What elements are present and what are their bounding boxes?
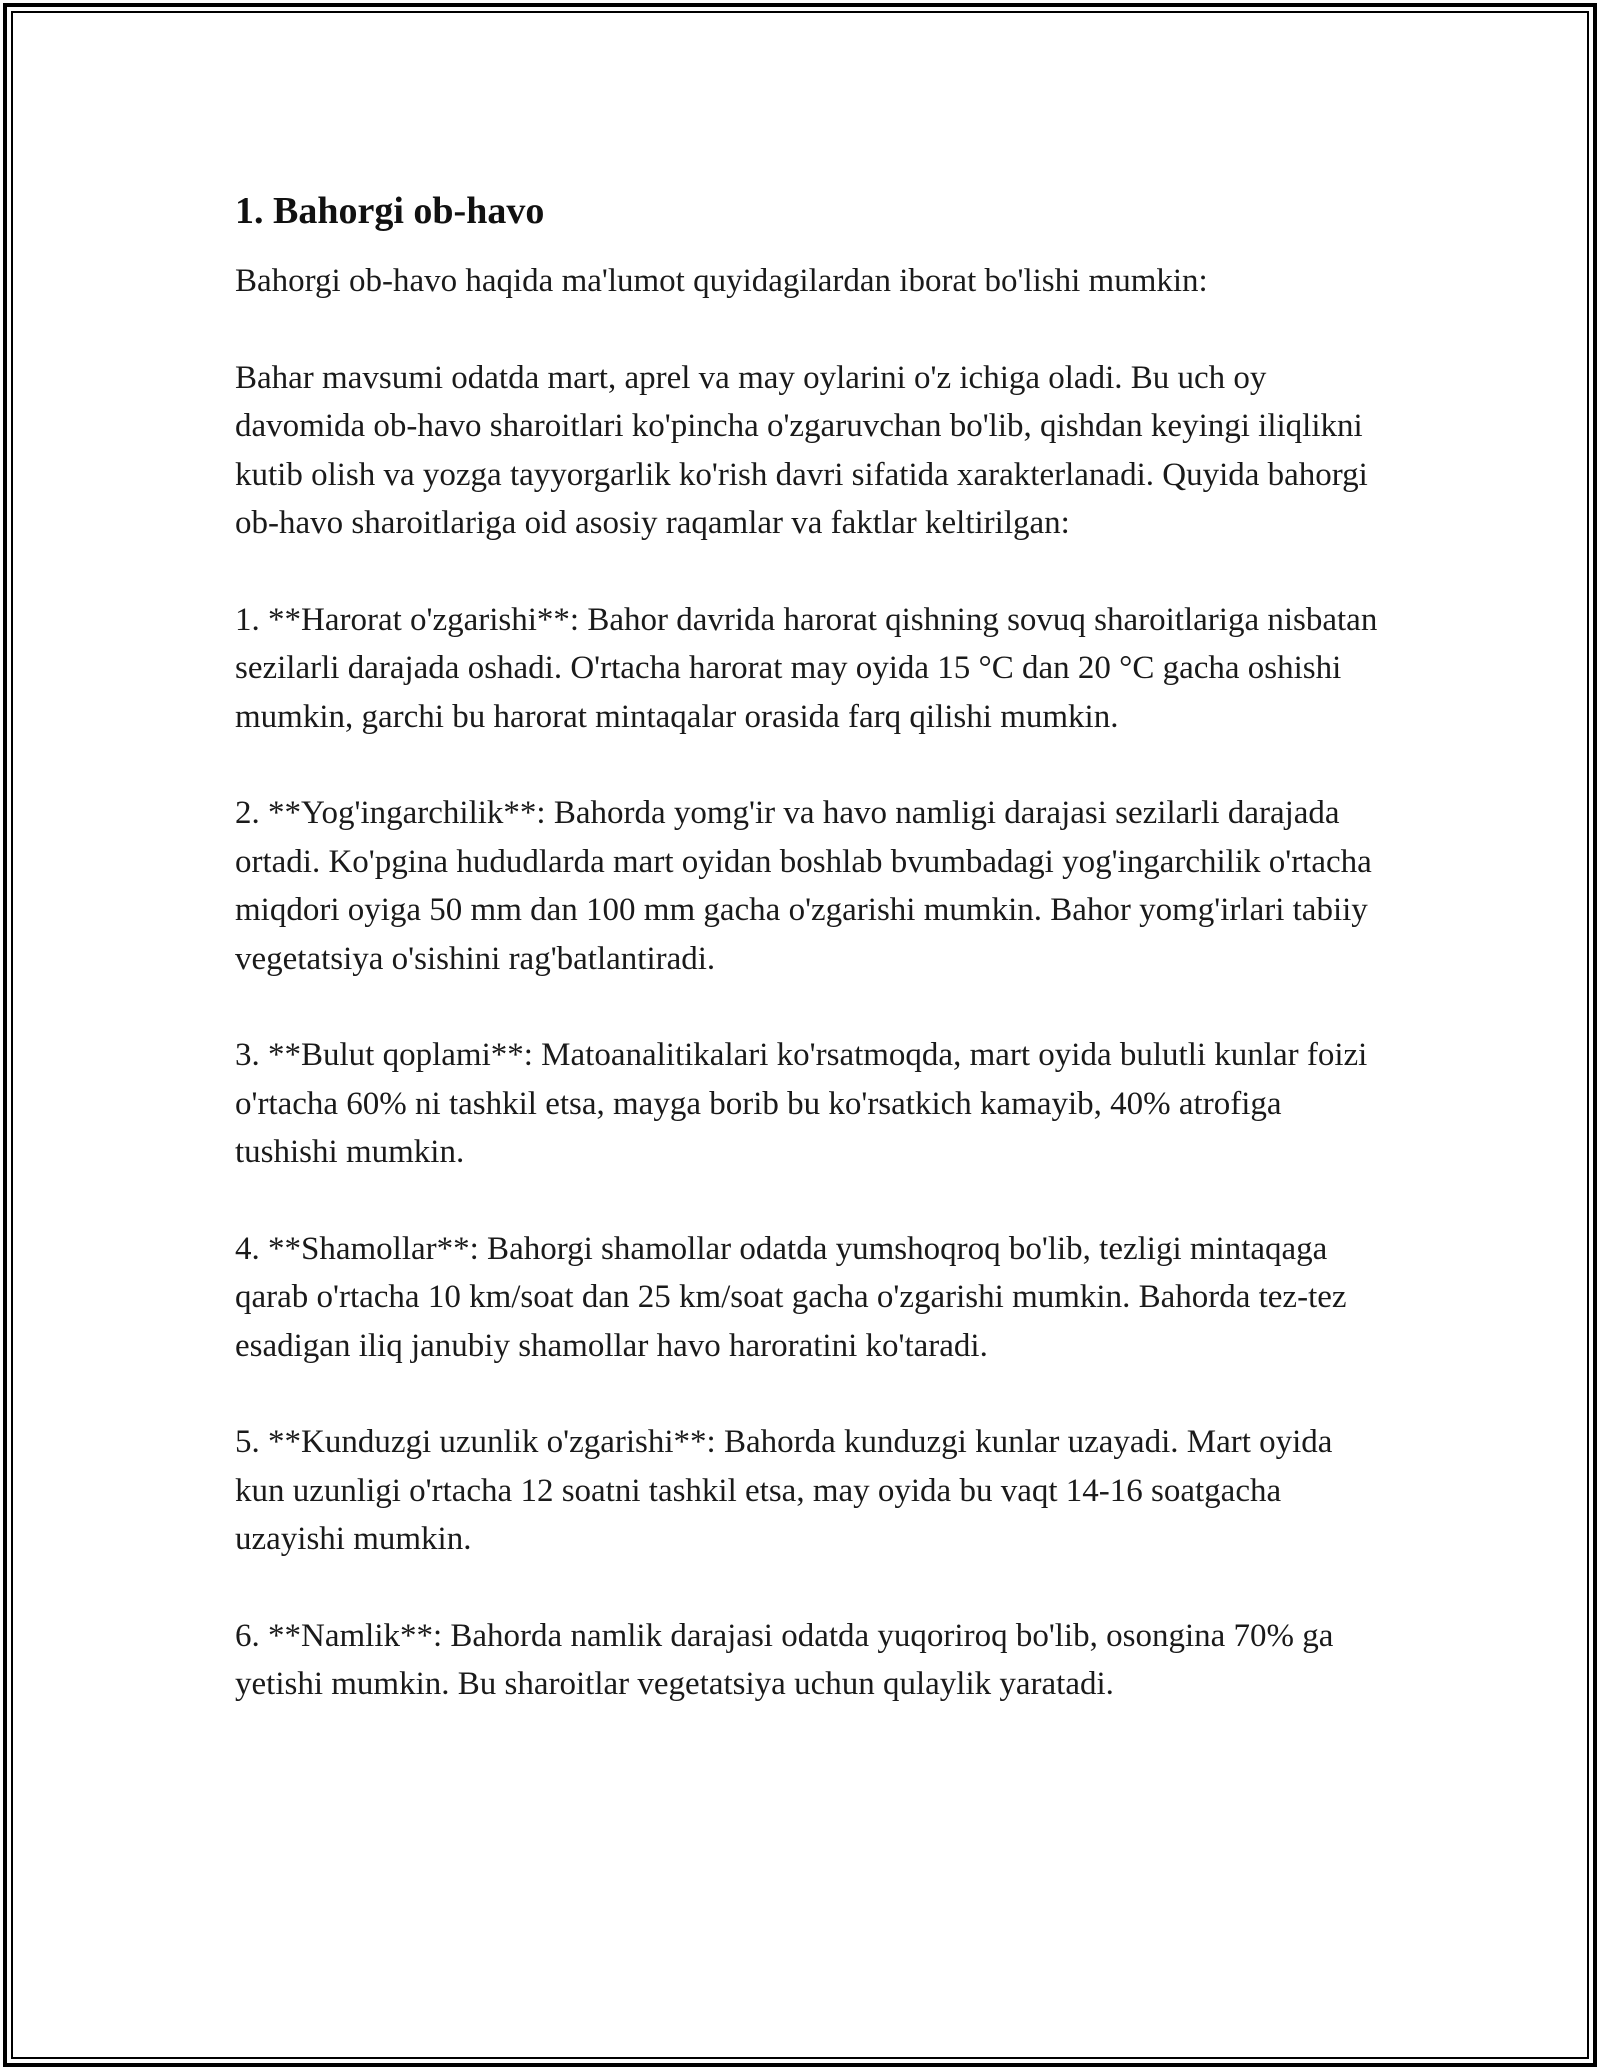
list-item-daylight: 5. **Kunduzgi uzunlik o'zgarishi**: Bahorda kunduzgi kunlar uzayadi. Mart oyida kun uzunligi o'rtacha 12 soatni tashkil etsa, may oyida bu vaqt 14-16 soatgacha uzayishi mumkin. (235, 1424, 1333, 1557)
section-heading: 1. Bahorgi ob-havo (235, 190, 545, 232)
list-item-precipitation: 2. **Yog'ingarchilik**: Bahorda yomg'ir va havo namligi darajasi sezilarli darajada ortadi. Ko'pgina hududlarda mart oyidan boshlab bvumbadagi yog'ingarchilik o'rtacha miqdori oyiga 50 mm dan 100 mm gacha o'zgarishi mumkin. Bahor yomg'irlari tabiiy vegetatsiya o'sishini rag'batlantiradi. (235, 795, 1372, 977)
overview-paragraph: Bahar mavsumi odatda mart, aprel va may oylarini o'z ichiga oladi. Bu uch oy davomida ob-havo sharoitlari ko'pincha o'zgaruvchan bo'lib, qishdan keyingi iliqlikni kutib olish va yozga tayyorgarlik ko'rish davri sifatida xarakterlanadi. Quyida bahorgi ob-havo sharoitlariga oid asosiy raqamlar va faktlar keltirilgan: (235, 359, 1368, 541)
list-item-winds: 4. **Shamollar**: Bahorgi shamollar odatda yumshoqroq bo'lib, tezligi mintaqaga qarab o'rtacha 10 km/soat dan 25 km/soat gacha o'zgarishi mumkin. Bahorda tez-tez esadigan iliq janubiy shamollar havo haroratini ko'taradi. (235, 1230, 1347, 1364)
intro-paragraph: Bahorgi ob-havo haqida ma'lumot quyidagilardan iborat bo'lishi mumkin: (235, 263, 1208, 299)
list-item-temperature: 1. **Harorat o'zgarishi**: Bahor davrida harorat qishning sovuq sharoitlariga nisbatan sezilarli darajada oshadi. O'rtacha harorat may oyida 15 °C dan 20 °C gacha oshishi mumkin, garchi bu harorat mintaqalar orasida farq qilishi mumkin. (235, 601, 1378, 735)
list-item-cloud-cover: 3. **Bulut qoplami**: Matoanalitikalari ko'rsatmoqda, mart oyida bulutli kunlar foizi o'rtacha 60% ni tashkil etsa, mayga borib bu ko'rsatkich kamayib, 40% atrofiga tushishi mumkin. (235, 1037, 1368, 1170)
document-body (235, 185, 1385, 1757)
list-item-humidity: 6. **Namlik**: Bahorda namlik darajasi odatda yuqoriroq bo'lib, osongina 70% ga yetishi mumkin. Bu sharoitlar vegetatsiya uchun qulaylik yaratadi. (235, 1617, 1334, 1702)
